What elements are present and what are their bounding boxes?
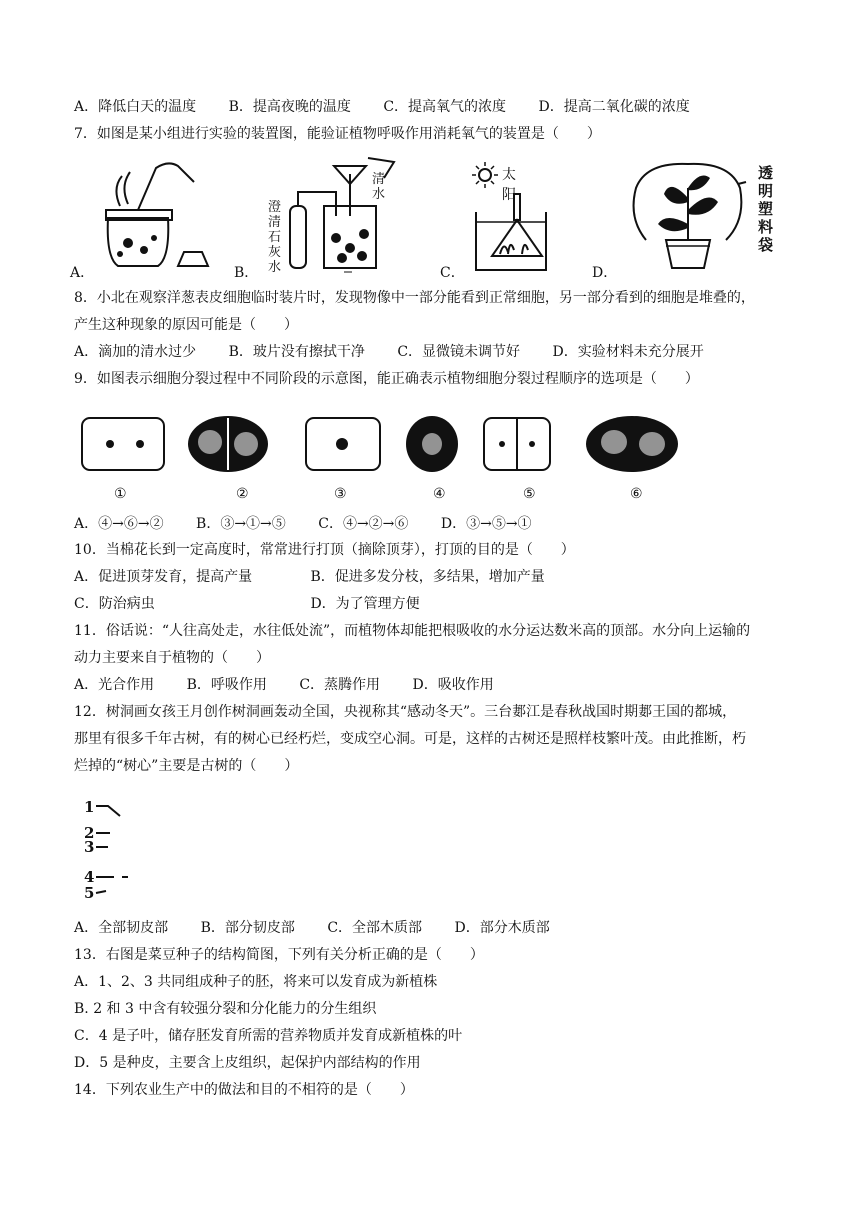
q7-figure-c-sun-label: 太阳 <box>502 167 516 203</box>
q8-option-d: D．实验材料未充分展开 <box>552 344 704 360</box>
q7-label-d: D． <box>592 265 618 281</box>
seed-label-4: 4 <box>84 868 95 886</box>
q14-stem: 14．下列农业生产中的做法和目的不相符的是（ ） <box>74 1082 414 1098</box>
q10-option-c: C．防治病虫 <box>74 596 155 612</box>
q9-option-b: B．③→①→⑤ <box>196 516 286 532</box>
q12-option-b: B．部分韧皮部 <box>200 920 295 936</box>
q9-option-a: A．④→⑥→② <box>74 516 164 532</box>
q7-stem: 7．如图是某小组进行实验的装置图，能验证植物呼吸作用消耗氧气的装置是（ ） <box>74 126 601 142</box>
q7-label-b: B． <box>234 265 259 281</box>
q8-option-a: A．滴加的清水过少 <box>74 344 197 360</box>
q6-option-b: B．提高夜晚的温度 <box>228 99 351 115</box>
q11-option-a: A．光合作用 <box>74 677 155 693</box>
q10-stem: 10．当棉花长到一定高度时，常常进行打顶（摘除顶芽），打顶的目的是（ ） <box>74 542 575 558</box>
q8-options <box>74 342 732 362</box>
q8-option-c: C．显微镜未调节好 <box>397 344 521 360</box>
q12-stem-line1: 12．树洞画女孩王月创作树洞画轰动全国，央视称其“感动冬天”。三台郪江是春秋战国时期郪王国的都城， <box>74 704 737 720</box>
q11-stem-line2: 动力主要来自于植物的（ ） <box>74 650 270 666</box>
q10-option-a: A．促进顶芽发育，提高产量 <box>74 569 253 585</box>
q7-figure-b-limewater-label: 澄清石灰水 <box>268 200 282 275</box>
q7-figure-d-bag-label: 透明塑料袋 <box>758 164 774 254</box>
q9-cell-label-6: ⑥ <box>630 486 643 502</box>
q10-option-d: D．为了管理方便 <box>310 596 420 612</box>
q13-option-d: D．5 是种皮，主要含上皮组织，起保护内部结构的作用 <box>74 1055 421 1071</box>
q10-option-b: B．促进多发分枝，多结果，增加产量 <box>310 569 545 585</box>
q8-option-b: B．玻片没有擦拭干净 <box>228 344 365 360</box>
q13-option-a: A．1、2、3 共同组成种子的胚，将来可以发育成为新植株 <box>74 974 438 990</box>
q12-option-a: A．全部韧皮部 <box>74 920 169 936</box>
q11-option-b: B．呼吸作用 <box>186 677 267 693</box>
q6-option-c: C．提高氧气的浓度 <box>383 99 507 115</box>
q12-options <box>74 918 578 938</box>
q9-option-c: C．④→②→⑥ <box>318 516 409 532</box>
q9-cell-label-2: ② <box>236 486 249 502</box>
q9-cell-label-4: ④ <box>433 486 446 502</box>
q11-option-d: D．吸收作用 <box>412 677 494 693</box>
q7-figure-a <box>98 158 218 273</box>
q7-figure-b-water-label: 清水 <box>372 172 386 202</box>
q9-cell-label-3: ③ <box>334 486 347 502</box>
q7-label-c: C． <box>440 265 465 281</box>
seed-label-3: 3 <box>84 838 95 856</box>
q6-options <box>74 97 718 117</box>
q9-cell-label-1: ① <box>114 486 127 502</box>
q10-options-row1 <box>74 567 545 587</box>
q13-option-c: C．4 是子叶，储存胚发育所需的营养物质并发育成新植株的叶 <box>74 1028 463 1044</box>
q11-option-c: C．蒸腾作用 <box>299 677 381 693</box>
q9-cell-figure <box>80 414 700 474</box>
q9-cell-label-5: ⑤ <box>523 486 536 502</box>
q12-option-c: C．全部木质部 <box>327 920 423 936</box>
q13-stem: 13．右图是菜豆种子的结构简图，下列有关分析正确的是（ ） <box>74 947 484 963</box>
seed-label-1: 1 <box>84 798 95 816</box>
q9-options <box>74 514 560 534</box>
q12-stem-line3: 烂掉的“树心”主要是古树的（ ） <box>74 758 299 774</box>
q9-option-d: D．③→⑤→① <box>440 516 532 532</box>
q8-stem-line2: 产生这种现象的原因可能是（ ） <box>74 317 298 333</box>
seed-label-2: 2 <box>84 824 95 842</box>
seed-label-5: 5 <box>84 884 95 902</box>
q12-option-d: D．部分木质部 <box>454 920 550 936</box>
q11-options <box>74 675 522 695</box>
q6-option-d: D．提高二氧化碳的浓度 <box>538 99 690 115</box>
q12-stem-line2: 那里有很多千年古树，有的树心已经朽烂，变成空心洞。可是，这样的古树还是照样枝繁叶茂。由此推断，朽 <box>74 731 746 747</box>
q7-label-a: A． <box>70 265 95 281</box>
q11-stem-line1: 11．俗话说：“人往高处走，水往低处流”，而植物体却能把根吸收的水分运达数米高的顶部。水分向上运输的 <box>74 623 751 639</box>
q6-option-a: A．降低白天的温度 <box>74 99 197 115</box>
q9-stem: 9．如图表示细胞分裂过程中不同阶段的示意图，能正确表示植物细胞分裂过程顺序的选项是（ ） <box>74 371 699 387</box>
q8-stem-line1: 8．小北在观察洋葱表皮细胞临时装片时，发现物像中一部分能看到正常细胞，另一部分看到的细胞是堆叠的， <box>74 290 755 306</box>
q10-options-row2 <box>74 594 420 614</box>
q13-option-b: B. 2 和 3 中含有较强分裂和分化能力的分生组织 <box>74 1001 377 1017</box>
q7-figure-d <box>626 158 774 276</box>
seed-structure-figure <box>84 798 144 904</box>
